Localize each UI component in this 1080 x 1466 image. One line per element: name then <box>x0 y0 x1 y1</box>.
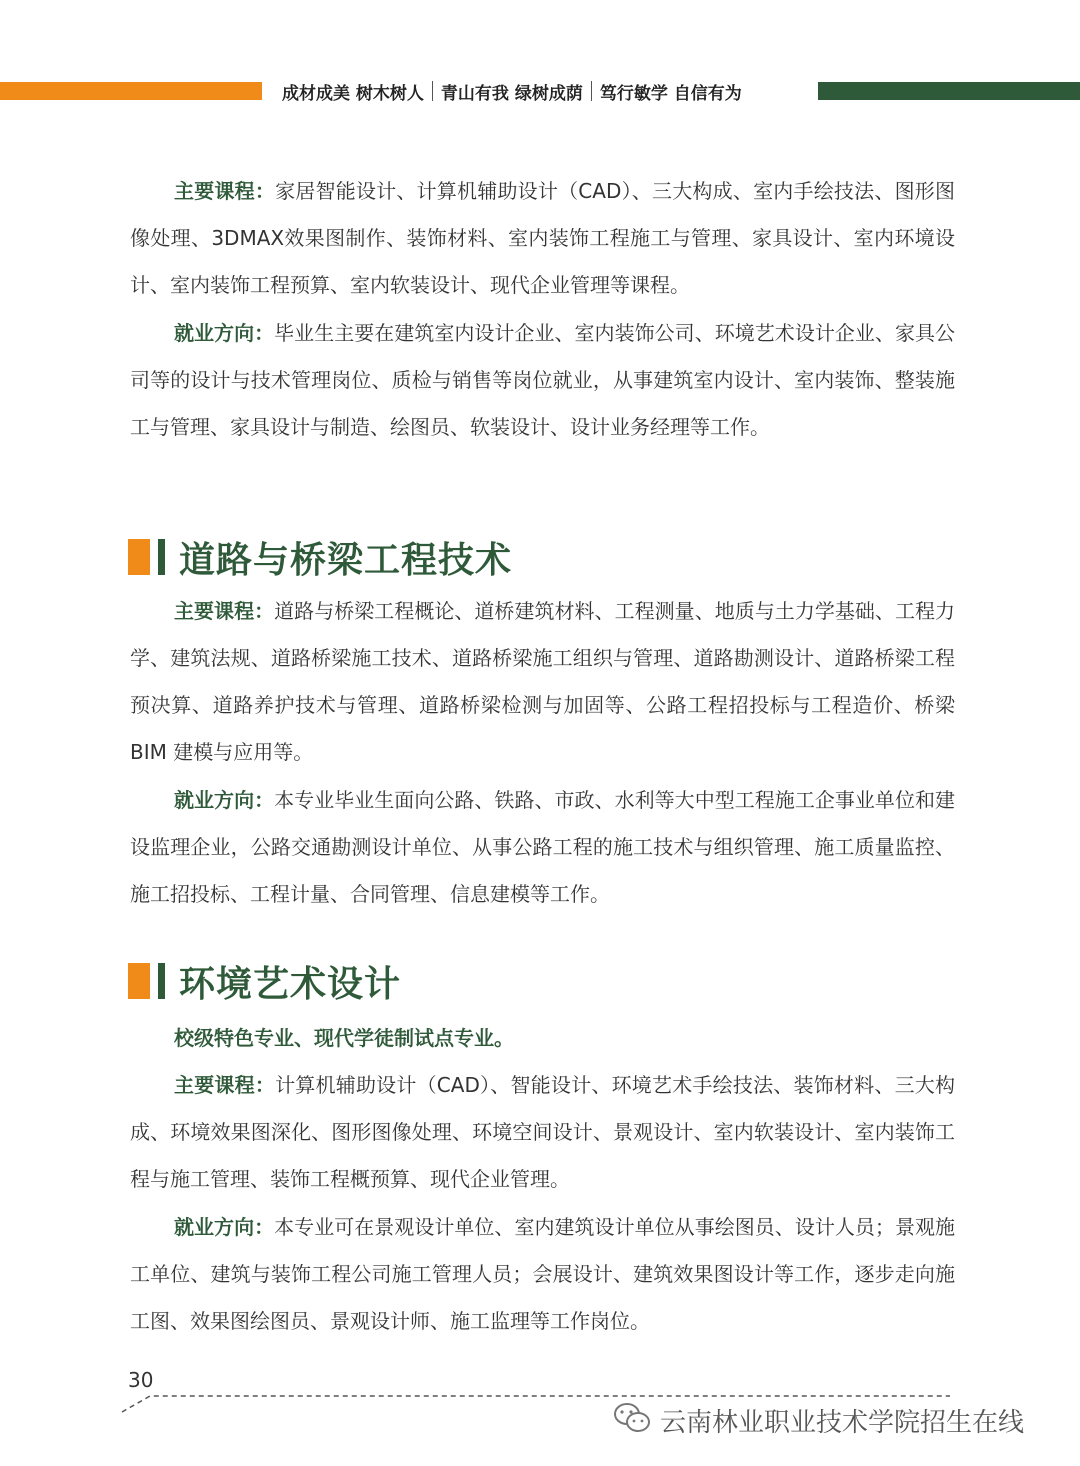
motto-part-1: 成材成美 树木树人 <box>282 83 424 104</box>
interior-courses-paragraph <box>130 168 955 309</box>
courses-label: 主要课程： <box>174 599 275 623</box>
heading-green-block <box>158 539 165 575</box>
motto-divider <box>591 81 592 101</box>
motto-divider <box>432 81 433 101</box>
page-header <box>0 78 1080 104</box>
jobs-label: 就业方向： <box>174 321 275 345</box>
header-orange-bar <box>0 82 262 100</box>
courses-text: 计算机辅助设计（CAD）、智能设计、环境艺术手绘技法、装饰材料、三大构成、环境效果图深化、图形图像处理、环境空间设计、景观设计、室内软装设计、室内装饰工程与施工管理、装饰工程概预算、现代企业管理。 <box>130 1073 956 1191</box>
heading-orange-block <box>128 539 150 575</box>
road-jobs-paragraph <box>130 777 955 918</box>
section-heading-env <box>128 960 402 1005</box>
jobs-text: 毕业生主要在建筑室内设计企业、室内装饰公司、环境艺术设计企业、家具公司等的设计与技术管理岗位、质检与销售等岗位就业，从事建筑室内设计、室内装饰、整装施工与管理、家具设计与制造、绘图员、软装设计、设计业务经理等工作。 <box>130 321 956 439</box>
jobs-label: 就业方向： <box>174 1215 275 1239</box>
motto-part-3: 笃行敏学 自信有为 <box>599 83 742 104</box>
jobs-text: 本专业可在景观设计单位、室内建筑设计单位从事绘图员、设计人员；景观施工单位、建筑与装饰工程公司施工管理人员；会展设计、建筑效果图设计等工作，逐步走向施工图、效果图绘图员、景观设计师、施工监理等工作岗位。 <box>130 1215 956 1333</box>
section-title: 环境艺术设计 <box>179 963 402 1005</box>
section-heading-road <box>128 536 513 581</box>
header-green-bar <box>818 82 1080 100</box>
heading-orange-block <box>128 963 150 999</box>
page-number: 30 <box>128 1368 154 1392</box>
courses-text: 家居智能设计、计算机辅助设计（CAD）、三大构成、室内手绘技法、图形图像处理、3DMAX效果图制作、装饰材料、室内装饰工程施工与管理、家具设计、室内环境设计、室内装饰工程预算、室内软装设计、现代企业管理等课程。 <box>130 179 956 297</box>
watermark-text: 云南林业职业技术学院招生在线 <box>660 1407 1025 1438</box>
section-title: 道路与桥梁工程技术 <box>179 539 513 581</box>
env-jobs-paragraph <box>130 1204 955 1345</box>
header-motto <box>282 78 802 104</box>
watermark <box>612 1402 1024 1438</box>
courses-label: 主要课程： <box>174 179 276 203</box>
env-courses-paragraph <box>130 1062 955 1203</box>
env-tagline: 校级特色专业、现代学徒制试点专业。 <box>174 1026 514 1050</box>
interior-jobs-paragraph <box>130 310 955 451</box>
motto-part-2: 青山有我 绿树成荫 <box>440 83 583 104</box>
courses-text: 道路与桥梁工程概论、道桥建筑材料、工程测量、地质与土力学基础、工程力学、建筑法规、道路桥梁施工技术、道路桥梁施工组织与管理、道路勘测设计、道路桥梁工程预决算、道路养护技术与管理、道路桥梁检测与加固等、公路工程招投标与工程造价、桥梁 BIM 建模与应用等。 <box>130 599 956 764</box>
jobs-text: 本专业毕业生面向公路、铁路、市政、水利等大中型工程施工企事业单位和建设监理企业，公路交通勘测设计单位、从事公路工程的施工技术与组织管理、施工质量监控、施工招投标、工程计量、合同管理、信息建模等工作。 <box>130 788 956 906</box>
road-courses-paragraph <box>130 588 955 776</box>
courses-label: 主要课程： <box>174 1073 276 1097</box>
jobs-label: 就业方向： <box>174 788 275 812</box>
wechat-icon <box>612 1401 652 1439</box>
heading-green-block <box>158 963 165 999</box>
